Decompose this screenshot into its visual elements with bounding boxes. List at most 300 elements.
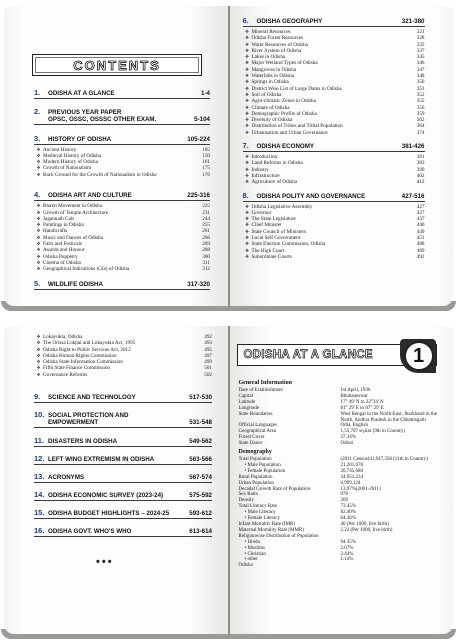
- section-title-line2: OPSC, OSSC, OSSSC OTHER EXAM.: [48, 116, 157, 123]
- diamond-bullet-icon: ❖: [244, 247, 250, 253]
- info-label: State Boundaries: [238, 411, 273, 417]
- toc-item-title: Back Ground for the Growth of Nationalism in Odisha: [43, 171, 157, 178]
- toc-item-page: 266: [202, 234, 210, 241]
- toc-item-title: Distribution of Tribes and Tribal Population: [251, 123, 343, 130]
- toc-item-page: 350: [416, 79, 425, 86]
- diamond-bullet-icon: ❖: [244, 129, 250, 135]
- section-page-range: 317-320: [187, 280, 210, 288]
- toc-item-page: 288: [202, 247, 210, 254]
- info-label: Religionwise Distribution of Population: [238, 533, 319, 539]
- diamond-bullet-icon: ❖: [244, 85, 250, 91]
- toc-item-page: 381: [416, 154, 425, 161]
- info-value: [341, 563, 444, 569]
- info-value: 94.35%: [340, 539, 356, 545]
- diamond-bullet-icon: ❖: [36, 203, 41, 209]
- bottom-book-spread: [4, 326, 453, 634]
- toc-item-page: 351: [416, 85, 425, 92]
- section-underline: [34, 482, 212, 483]
- chapter-title: ODISHA AT A GLANCE: [243, 349, 373, 361]
- info-label: • Christian: [244, 551, 266, 557]
- toc-item-title: Introduction: [251, 154, 278, 161]
- toc-item-title: Mangroves in Odisha: [251, 66, 297, 73]
- info-value: 40 (Per 1000, live birth): [340, 521, 389, 527]
- info-value: 978: [340, 492, 348, 498]
- toc-item-page: 449: [416, 228, 425, 235]
- info-value: 1,55,707 sq.km (9th in Country): [340, 429, 406, 435]
- demography-table: [239, 457, 444, 569]
- section-title: SCIENCE AND TECHNOLOGY: [48, 394, 136, 401]
- chapter-number: 1: [404, 341, 434, 371]
- toc-item-page: 176: [202, 171, 210, 178]
- section-heading: [34, 392, 212, 401]
- toc-item-title: Land Reforms in Odisha: [251, 160, 303, 167]
- info-label: Latitude: [238, 399, 256, 405]
- toc-item-title: Handicrafts: [43, 228, 68, 235]
- toc-item-title: Fifth State Finance Commission: [43, 365, 111, 372]
- section-title: ODISHA BUDGET HIGHLIGHTS – 2024-25: [48, 509, 170, 517]
- toc-item-title: Odisha Legislative Assembly: [251, 203, 313, 210]
- toc-item: [243, 179, 425, 185]
- toc-item-title: Agro-climatic Zones in Odisha: [251, 98, 316, 105]
- diamond-bullet-icon: ❖: [36, 165, 41, 171]
- section-number: 10.: [34, 410, 45, 419]
- section-page-range: 517-530: [189, 394, 212, 401]
- info-label: • Female Population: [244, 468, 286, 474]
- diamond-bullet-icon: ❖: [244, 73, 250, 79]
- toc-section: [34, 472, 212, 485]
- section-number: 12.: [34, 453, 45, 463]
- section-title: ACRONYMS: [48, 473, 85, 481]
- info-label: State Dance: [238, 441, 263, 447]
- section-title: ODISHA GOVT. WHO'S WHO: [48, 527, 132, 535]
- diamond-bullet-icon: ❖: [244, 123, 250, 129]
- toc-section: [34, 436, 212, 449]
- toc-section: [34, 88, 210, 101]
- section-page-range: 567-574: [189, 473, 212, 481]
- toc-item-title: Odisha Puppetry: [43, 253, 78, 260]
- toc-item-page: 502: [204, 371, 212, 378]
- info-value: 21,201,678: [340, 462, 363, 468]
- diamond-bullet-icon: ❖: [244, 222, 250, 228]
- diamond-bullet-icon: ❖: [36, 222, 41, 228]
- diamond-bullet-icon: ❖: [36, 159, 41, 165]
- section-page-range: 593-612: [189, 509, 212, 517]
- info-label: • Female Literacy: [244, 516, 281, 522]
- info-label: Capital: [238, 393, 253, 399]
- section-page-range: 105-224: [187, 135, 210, 143]
- more-dots: •••: [96, 556, 114, 568]
- info-value: 82.40%: [340, 510, 356, 516]
- toc-item-page: 427: [416, 209, 425, 216]
- section-heading: [243, 16, 425, 25]
- toc-item-title: Geographical Indications (GIs) of Odisha: [43, 266, 130, 273]
- diamond-bullet-icon: ❖: [36, 340, 41, 346]
- general-info-row: [239, 441, 444, 447]
- general-info-table: [239, 388, 444, 447]
- section-number: 4.: [34, 190, 41, 200]
- info-label: • Male Literacy: [244, 510, 276, 516]
- section-items: [34, 147, 210, 178]
- section-page-range: 531-548: [189, 419, 212, 426]
- toc-item-title: Industry: [251, 166, 269, 173]
- toc-item-page: 492: [204, 334, 212, 340]
- section-heading: [34, 190, 210, 199]
- diamond-bullet-icon: ❖: [36, 365, 41, 371]
- info-value: 73.45%: [340, 504, 356, 510]
- section-page-range: 1-4: [201, 90, 210, 97]
- toc-item-title: Lakes in Odisha: [251, 54, 286, 61]
- info-value: 20,745,680: [340, 468, 363, 474]
- toc-item-title: Fairs and Festivals: [43, 241, 82, 248]
- toc-item-title: Governance Reforms: [43, 371, 88, 378]
- toc-item-title: Soil of Odisha: [251, 91, 282, 98]
- info-value: 269: [340, 498, 348, 504]
- info-value: 2.44%: [340, 551, 354, 557]
- toc-item-title: Growth of Temple Architecture: [43, 209, 109, 216]
- section-underline: [34, 427, 212, 428]
- toc-item-title: Modern History of Odisha: [43, 159, 98, 166]
- section-title: SOCIAL PROTECTION AND: [48, 412, 129, 419]
- section-heading: [243, 191, 425, 200]
- info-value: 2.22 (Per 1000, live birth): [340, 527, 393, 533]
- section-number: 11.: [34, 435, 45, 445]
- toc-item-title: Subordinate Courts: [251, 253, 292, 260]
- section-number: 13.: [34, 471, 45, 481]
- toc-item-page: 352: [416, 91, 425, 98]
- info-value: 13.97%(2001-2011): [340, 486, 381, 492]
- toc-item-title: Demographic Profile of Odisha: [251, 110, 317, 117]
- toc-section: [34, 107, 210, 127]
- section-heading: [34, 526, 212, 535]
- toc-item-title: Local Self Government: [251, 235, 301, 242]
- toc-item-title: Paintings in Odisha: [43, 222, 84, 229]
- section-underline: [34, 464, 212, 465]
- toc-item-page: 321: [416, 29, 425, 35]
- info-label: Density: [238, 498, 255, 504]
- info-label: Date of Establishment: [238, 388, 283, 393]
- toc-item-title: Bhakti Movement in Odisha: [43, 203, 102, 210]
- diamond-bullet-icon: ❖: [36, 259, 41, 265]
- section-heading: [243, 141, 425, 150]
- section-page-range: 427-516: [401, 192, 425, 200]
- toc-item-page: 345: [416, 54, 425, 61]
- toc-item-page: 300: [202, 253, 210, 260]
- demography-row: [239, 563, 444, 569]
- section-heading: [34, 279, 210, 288]
- diamond-bullet-icon: ❖: [244, 253, 250, 259]
- toc-item-title: Major Wetland Types of Odisha: [251, 60, 318, 67]
- info-value: 2.07%: [340, 545, 354, 551]
- section-underline: [243, 201, 425, 202]
- section-number: 8.: [242, 190, 249, 200]
- diamond-bullet-icon: ❖: [244, 241, 250, 247]
- section-title: ODISHA ECONOMY: [256, 143, 315, 151]
- toc-item-page: 362: [416, 117, 425, 124]
- info-value: West Bengal in the North-East, Jharkhand in the North, Andhra Pradesh in the Chhattisgarh: [340, 411, 438, 423]
- section-underline: [34, 289, 210, 290]
- diamond-bullet-icon: ❖: [36, 371, 41, 377]
- section-underline: [34, 518, 212, 519]
- section-title-line2: EMPOWERMENT: [48, 419, 99, 426]
- toc-item-title: Music and Dances of Odisha: [43, 234, 103, 241]
- info-label: Sex Ratio: [238, 492, 259, 498]
- section-underline: [34, 200, 210, 201]
- toc-item-title: The Orissa Lokpal and Lokayukta Act, 1995: [43, 340, 136, 347]
- toc-item-page: 374: [416, 129, 425, 136]
- diamond-bullet-icon: ❖: [244, 104, 250, 110]
- diamond-bullet-icon: ❖: [244, 91, 250, 97]
- toc-item-page: 225: [202, 203, 210, 210]
- info-label: Total Population: [238, 457, 272, 462]
- toc-item: [243, 130, 425, 136]
- info-value: 64.36%: [340, 516, 356, 522]
- toc-item-page: 492: [416, 253, 425, 260]
- diamond-bullet-icon: ❖: [36, 171, 41, 177]
- toc-item-page: 356: [416, 104, 425, 111]
- section-items: [243, 204, 425, 261]
- toc-item-title: District Wise List of Large Dams in Odisha: [251, 85, 342, 92]
- section-heading-line2: [34, 419, 212, 426]
- toc-item-page: 347: [416, 66, 425, 73]
- contents-banner: [32, 54, 202, 76]
- info-value: Bhubaneswar: [340, 393, 368, 399]
- section-page-range: 321-380: [401, 18, 425, 25]
- toc-item-title: Medieval History of Odisha: [43, 152, 102, 159]
- section-page-range: 549-562: [189, 437, 212, 445]
- toc-item-page: 348: [416, 73, 425, 80]
- info-value: 1st April, 1936: [340, 388, 371, 393]
- section-number: 5.: [34, 278, 41, 288]
- toc-item-title: Waterfalls in Odisha: [251, 73, 295, 80]
- section-number: 2.: [34, 107, 41, 116]
- demography-heading: Demography: [238, 449, 272, 455]
- toc-item-page: 446: [416, 222, 425, 229]
- toc-item-title: Awards and Honour: [43, 247, 85, 254]
- diamond-bullet-icon: ❖: [244, 216, 250, 222]
- toc-item-title: Agriculture of Odisha: [251, 179, 298, 186]
- diamond-bullet-icon: ❖: [36, 359, 41, 365]
- section-items: [243, 154, 425, 185]
- toc-item-title: Diversity of Odisha: [251, 117, 293, 124]
- toc-item-title: Infrastructure: [251, 172, 280, 179]
- toc-item-page: 150: [202, 152, 210, 159]
- info-value: Odissi: [340, 441, 354, 447]
- diamond-bullet-icon: ❖: [244, 203, 250, 209]
- toc-item-page: 488: [416, 241, 425, 248]
- section-underline: [34, 536, 212, 537]
- section-number: 1.: [34, 88, 41, 97]
- diamond-bullet-icon: ❖: [244, 228, 250, 234]
- toc-item-title: Lokayukta, Odisha: [43, 334, 83, 340]
- toc-section: [34, 190, 210, 272]
- diamond-bullet-icon: ❖: [244, 98, 250, 104]
- diamond-bullet-icon: ❖: [244, 235, 250, 241]
- toc-item-page: 489: [416, 247, 425, 254]
- toc-section: [243, 191, 425, 261]
- section-underline: [34, 124, 210, 125]
- info-value: 34,951,234: [340, 474, 363, 480]
- info-label: Forest Cover: [238, 435, 265, 441]
- section-page-range: 381-426: [401, 143, 425, 151]
- toc-section: [34, 508, 212, 521]
- diamond-bullet-icon: ❖: [36, 266, 41, 272]
- chapter-one-page: [229, 326, 454, 634]
- toc-item-title: Odisha State Information Commission: [43, 359, 123, 366]
- diamond-bullet-icon: ❖: [36, 352, 41, 358]
- toc-item-page: 383: [416, 160, 425, 167]
- section-title: PREVIOUS YEAR PAPER: [48, 109, 122, 116]
- toc-section: [34, 134, 210, 178]
- diamond-bullet-icon: ❖: [36, 152, 41, 158]
- toc-section: [34, 526, 212, 539]
- diamond-bullet-icon: ❖: [36, 247, 41, 253]
- info-label: Urban Population: [238, 480, 274, 486]
- toc-item-title: Ancient History: [43, 146, 77, 153]
- diamond-bullet-icon: ❖: [244, 35, 250, 41]
- section-number: 16.: [34, 525, 45, 535]
- toc-item-page: 175: [202, 165, 210, 172]
- toc-item-title: State Council of Ministers: [251, 228, 307, 235]
- diamond-bullet-icon: ❖: [244, 66, 250, 72]
- toc-item-title: Chief Minister: [251, 222, 282, 229]
- toc-section: [34, 392, 212, 405]
- diamond-bullet-icon: ❖: [244, 179, 250, 185]
- toc-item-page: 255: [202, 222, 210, 229]
- toc-section: [34, 454, 212, 467]
- diamond-bullet-icon: ❖: [36, 228, 41, 234]
- toc-item: [34, 266, 210, 272]
- diamond-bullet-icon: ❖: [244, 110, 250, 116]
- toc-item-page: 105: [202, 146, 210, 153]
- toc-item-title: Urbanisation and Urban Governance: [251, 129, 328, 136]
- section-page-range: 613-614: [189, 527, 212, 535]
- section-underline: [34, 446, 212, 447]
- section-page-range: 225-316: [187, 192, 210, 200]
- toc-section: [243, 16, 425, 136]
- section-underline: [34, 144, 210, 145]
- toc-item-page: 231: [202, 209, 210, 216]
- toc-item-page: 451: [416, 235, 425, 242]
- diamond-bullet-icon: ❖: [244, 60, 250, 66]
- toc-item-title: Odisha Right to Public Services Act, 2012: [43, 346, 131, 353]
- info-label: • Muslims: [244, 545, 266, 551]
- toc-item-page: 312: [202, 266, 210, 273]
- toc-section: [243, 141, 425, 185]
- toc-item-title: Growth of Nationalism: [43, 165, 92, 172]
- contents-left-page: [4, 6, 229, 306]
- toc-item-page: 359: [416, 110, 425, 117]
- toc-item-page: 412: [416, 179, 425, 186]
- toc-item-title: Climate of Odisha: [251, 104, 290, 111]
- diamond-bullet-icon: ❖: [36, 334, 41, 339]
- section-title: ODISHA GEOGRAPHY: [256, 18, 323, 25]
- section-heading: [34, 107, 210, 116]
- section-number: 14.: [34, 489, 45, 499]
- section-title: DISASTERS IN ODISHA: [48, 437, 118, 445]
- toc-item-title: Springs in Odisha: [251, 79, 289, 86]
- toc-item-page: 493: [204, 340, 212, 347]
- section-number: 6.: [242, 16, 249, 25]
- toc-item-page: 244: [202, 215, 210, 222]
- info-label: Decadal Growth Rate of Population: [238, 486, 311, 492]
- info-value: 37.34%: [340, 435, 356, 441]
- toc-item-page: 269: [202, 241, 210, 248]
- section-title: LEFT WING EXTREMISM IN ODISHA: [48, 455, 155, 463]
- diamond-bullet-icon: ❖: [36, 241, 41, 247]
- section-items: [243, 29, 425, 136]
- toc-section: [34, 490, 212, 503]
- diamond-bullet-icon: ❖: [244, 29, 250, 34]
- diamond-bullet-icon: ❖: [36, 234, 41, 240]
- section-heading: [34, 134, 210, 143]
- toc-item-page: 261: [202, 228, 210, 235]
- section-underline: [34, 98, 210, 99]
- section-underline: [243, 26, 425, 27]
- toc-item-title: The State Legislature: [251, 216, 296, 223]
- info-label: Official Languages: [238, 423, 277, 429]
- diamond-bullet-icon: ❖: [36, 346, 41, 352]
- info-label: Geographical Area: [238, 429, 277, 435]
- toc-item-title: Odisha Human Rights Commission: [43, 352, 117, 359]
- section-title: ODISHA POLITY AND GOVERNANCE: [256, 192, 366, 200]
- toc-item-page: 497: [204, 352, 212, 359]
- toc-item-page: 335: [416, 41, 425, 48]
- contents-title: CONTENTS: [73, 57, 161, 73]
- section-underline: [243, 151, 425, 152]
- toc-item-page: 495: [204, 346, 212, 353]
- diamond-bullet-icon: ❖: [36, 215, 41, 221]
- toc-item: [243, 254, 425, 260]
- toc-item-page: 499: [204, 359, 212, 366]
- diamond-bullet-icon: ❖: [244, 166, 250, 172]
- diamond-bullet-icon: ❖: [244, 54, 250, 60]
- section-heading: [34, 436, 212, 445]
- section-underline: [34, 402, 212, 403]
- info-value: 81° 29' E to 87° 29' E: [340, 405, 384, 411]
- info-label: Maternal Mortality Rate (MMR): [238, 527, 304, 533]
- section-heading: [34, 508, 212, 517]
- general-info-row: [239, 412, 444, 424]
- info-label: Infant Mortality Rate (IMR): [238, 521, 296, 527]
- toc-item-page: 311: [202, 259, 210, 266]
- contents-continued-page: [4, 326, 229, 634]
- toc-item-title: The High Court: [251, 247, 285, 254]
- section-heading-line2: [34, 116, 210, 123]
- toc-item-page: 337: [416, 47, 425, 54]
- section-items: [34, 203, 210, 272]
- section-title: ODISHA AT A GLANCE: [48, 90, 115, 97]
- toc-item-page: 328: [416, 35, 425, 42]
- diamond-bullet-icon: ❖: [244, 154, 250, 160]
- section-heading: [34, 472, 212, 481]
- info-value: 1.14%: [340, 557, 354, 563]
- toc-item: [34, 172, 210, 178]
- toc-item-page: 355: [416, 98, 425, 105]
- toc-section: [34, 279, 210, 292]
- contents-right-page: [229, 6, 454, 306]
- diamond-bullet-icon: ❖: [244, 172, 250, 178]
- toc-item-page: 501: [204, 365, 212, 372]
- continued-items: [34, 334, 212, 378]
- toc-item-title: River System of Odisha: [251, 47, 302, 54]
- toc-item-title: Odisha Forest Resources: [251, 35, 304, 42]
- info-label: • Hindu: [244, 539, 261, 545]
- info-label: Odisha: [238, 563, 253, 569]
- toc-section: [34, 410, 212, 430]
- diamond-bullet-icon: ❖: [36, 209, 41, 215]
- info-value: Odia, English: [340, 423, 368, 429]
- section-page-range: 575-592: [189, 491, 212, 499]
